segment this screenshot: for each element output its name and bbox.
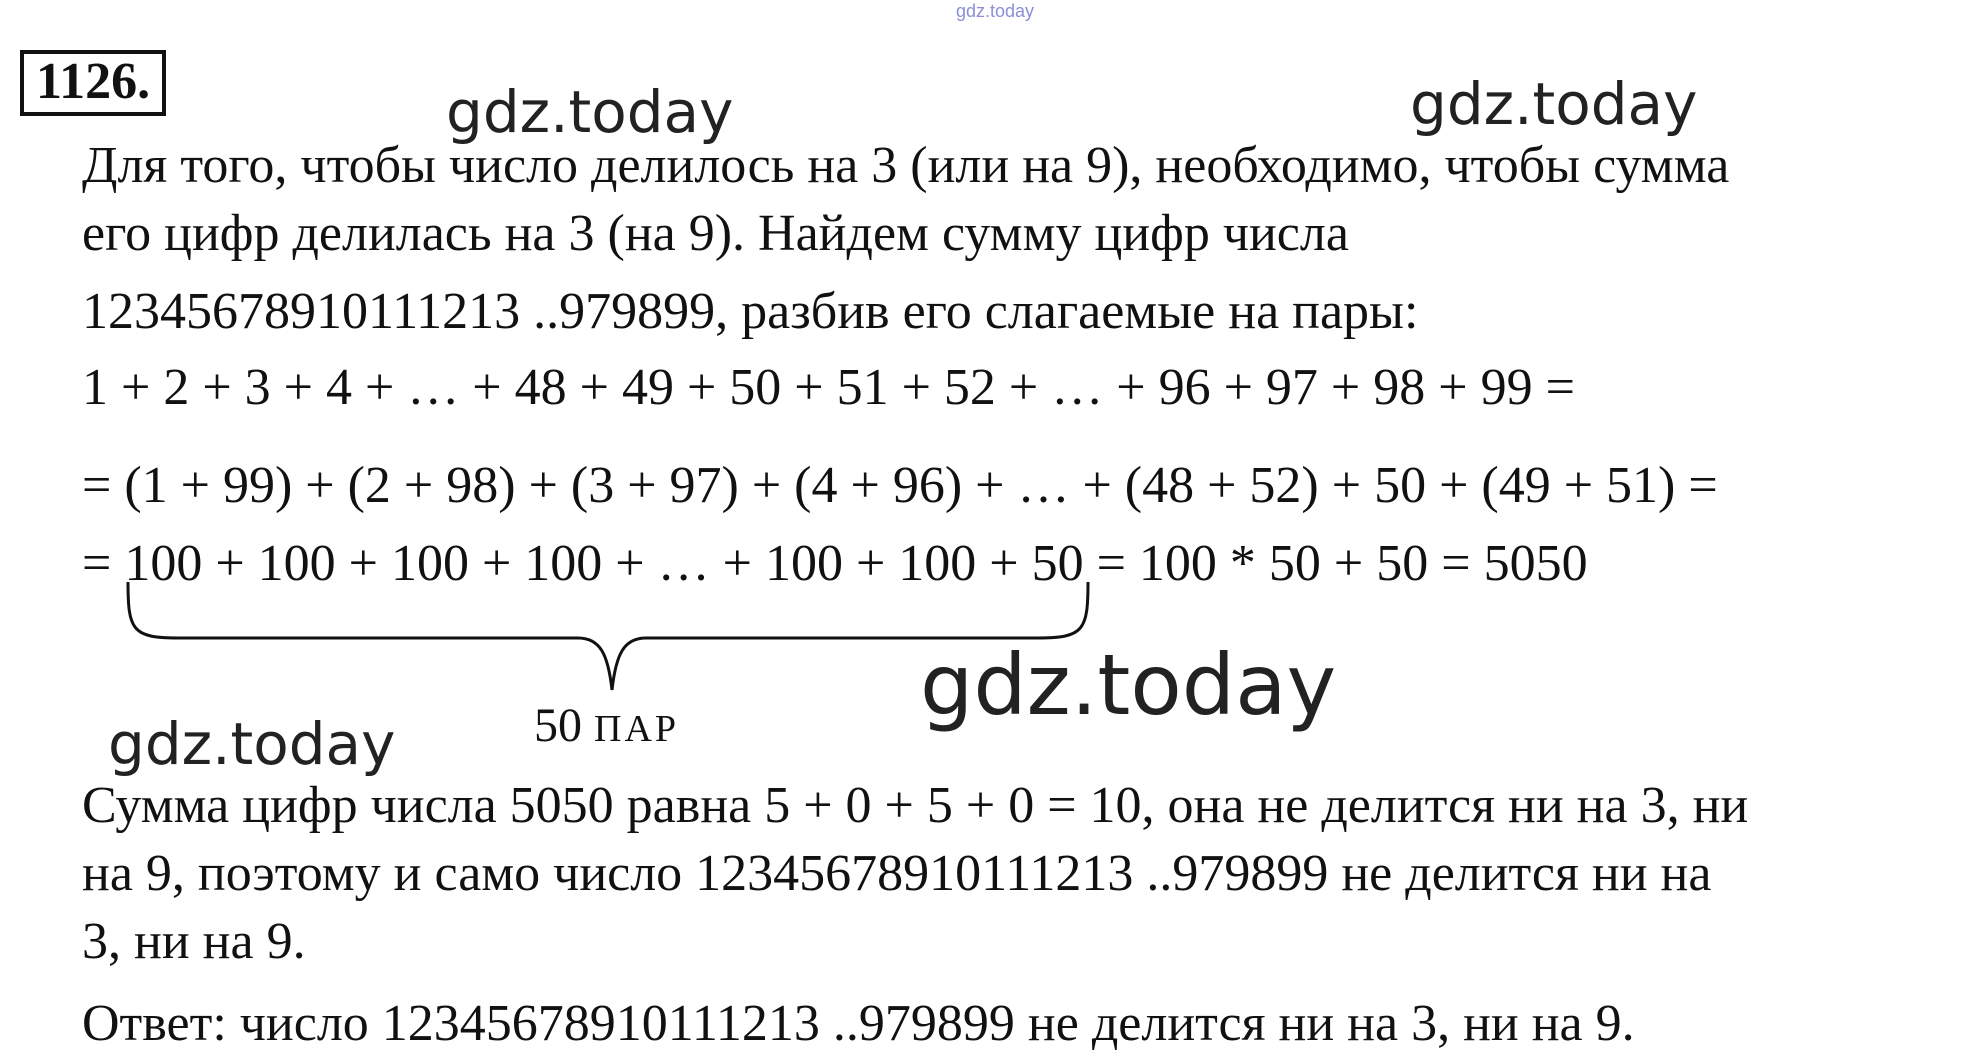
text-line: Для того, чтобы число делилось на 3 (или на 9), необходимо, чтобы сумма: [82, 137, 1730, 194]
task-number: 1126.: [20, 50, 166, 116]
watermark: gdz.today: [1410, 70, 1698, 138]
watermark: gdz.today: [446, 78, 734, 146]
watermark: gdz.today: [108, 710, 396, 778]
brace-label: [534, 700, 679, 755]
text-line: на 9, поэтому и само число 12345678910111213 ..979899 не делится ни на: [82, 845, 1712, 902]
text-line: 12345678910111213 ..979899, разбив его слагаемые на пары:: [82, 283, 1419, 340]
watermark-large: gdz.today: [920, 636, 1337, 734]
text-line: 3, ни на 9.: [82, 913, 306, 970]
text-line: Сумма цифр числа 5050 равна 5 + 0 + 5 + 0 = 10, она не делится ни на 3, ни: [82, 777, 1749, 834]
text-line: его цифр делилась на 3 (на 9). Найдем сумму цифр числа: [82, 205, 1349, 262]
answer-line: Ответ: число 12345678910111213 ..979899 не делится ни на 3, ни на 9.: [82, 995, 1635, 1052]
underbrace: [118, 578, 1098, 698]
equation-line: = (1 + 99) + (2 + 98) + (3 + 97) + (4 + 96) + … + (48 + 52) + 50 + (49 + 51) =: [82, 457, 1718, 514]
brace-count: 50: [534, 699, 582, 752]
brace-unit: ПАР: [594, 708, 680, 750]
equation-line: 1 + 2 + 3 + 4 + … + 48 + 49 + 50 + 51 + 52 + … + 96 + 97 + 98 + 99 =: [82, 359, 1575, 416]
top-watermark: gdz.today: [956, 1, 1035, 21]
equation-line: = 100 + 100 + 100 + 100 + … + 100 + 100 + 50 = 100 * 50 + 50 = 5050: [82, 535, 1588, 592]
